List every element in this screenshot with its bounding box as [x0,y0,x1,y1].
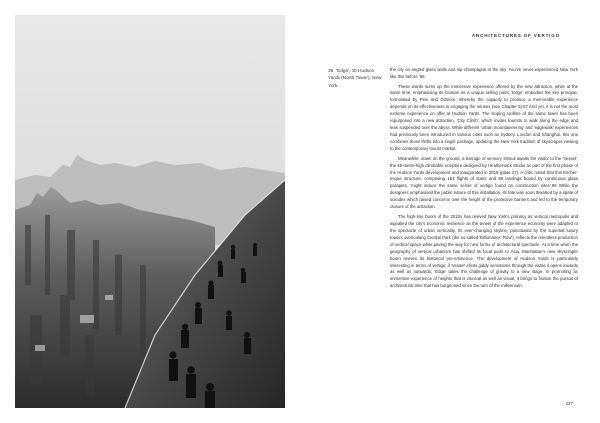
figure-caption [328,67,386,89]
paragraph: The high-rise boom of the 2010s has revived New York's primacy as vertical metropolis and signalled the city's economic resilience as the tenets of the experience economy were adapted to the spectacle of urban verticality. Its ever-changing skyline, punctuated by the supertall luxury towers overlooking Central Park (the so-called 'Billionaires' Row'), reflects the relentless production of vertical space while paving the way for new forms of architectural spectacle. At a time when the geography of vertical urbanism has shifted its focal point to Asia, Manhattan's new skyscraper boom revives its historical pre-eminence. The development of Hudson Yards is particularly interesting in terms of vertigo: if 'Vessel' elicits giddy sensations through the vistas it opens inwards as well as outwards, 'Edge' takes the challenge of gravity to a new stage. In promoting an immersive experience of heights that is visceral as well as visual, it brings to fruition the pursuit of architectural time that has burgeoned since the turn of the millennium. [390,213,578,289]
page-number: 227 [565,401,573,406]
caption-number: 36 [328,68,334,73]
city-observation-deck-photo [15,15,285,408]
paragraph: Meanwhile, down on the ground, a barrage of sensory stimuli awaits the visitor to the 'Vessel', the 45-metre-high climbable sculpture designed by Heatherwick Studio as part of the first phase of the Hudson Yards development and inaugurated in 2019 (plate 27). A critic noted that this Escher-esque structure, comprising 154 flights of stairs and 80 landings bound by continuous glass parapets, 'might induce the same sense of vertigo found on construction sites'.98 While the designers emphasised the public nature of this installation, its fate was soon thwarted by a spate of suicides which raised concerns over the height of the protective barriers and led to the temporary closure of the attraction. [390,155,578,210]
running-header: ARCHITECTURES OF VERTIGO [471,33,560,38]
observation-deck-photo [15,15,285,408]
paragraph: These words sums up the immersive experience offered by the new attraction, while at the same time, emphasising its location as a unique selling point. 'Edge' embodies the key principle, formulated by Pine and Gilmore, whereby the capacity to produce a memorable experience depends on its effectiveness in engaging the senses (see Chapter 5).97 And yet, it is not the most extreme experience on offer at Hudson Yards. The sloping roofline of the same tower has been repurposed into a new attraction, 'City Climb', which invites tourists to walk along the edge and lean suspended over the abyss. While different 'urban mountaineering' and 'edgewalk' experiences had previously been introduced in various cities such as Sydney, London and Shanghai, this one combines those thrills into a single package, updating the New York tradition of skyscraper viewing to the contemporary tourist market. [390,83,578,152]
paragraph: the city on angled glass walls and sip champagne in the sky. You've never experienced New York like this before.'98 [390,67,578,79]
body-text [390,67,578,293]
caption-text: 'Edge', 30 Hudson Yards (North Tower), New York. [328,68,382,88]
